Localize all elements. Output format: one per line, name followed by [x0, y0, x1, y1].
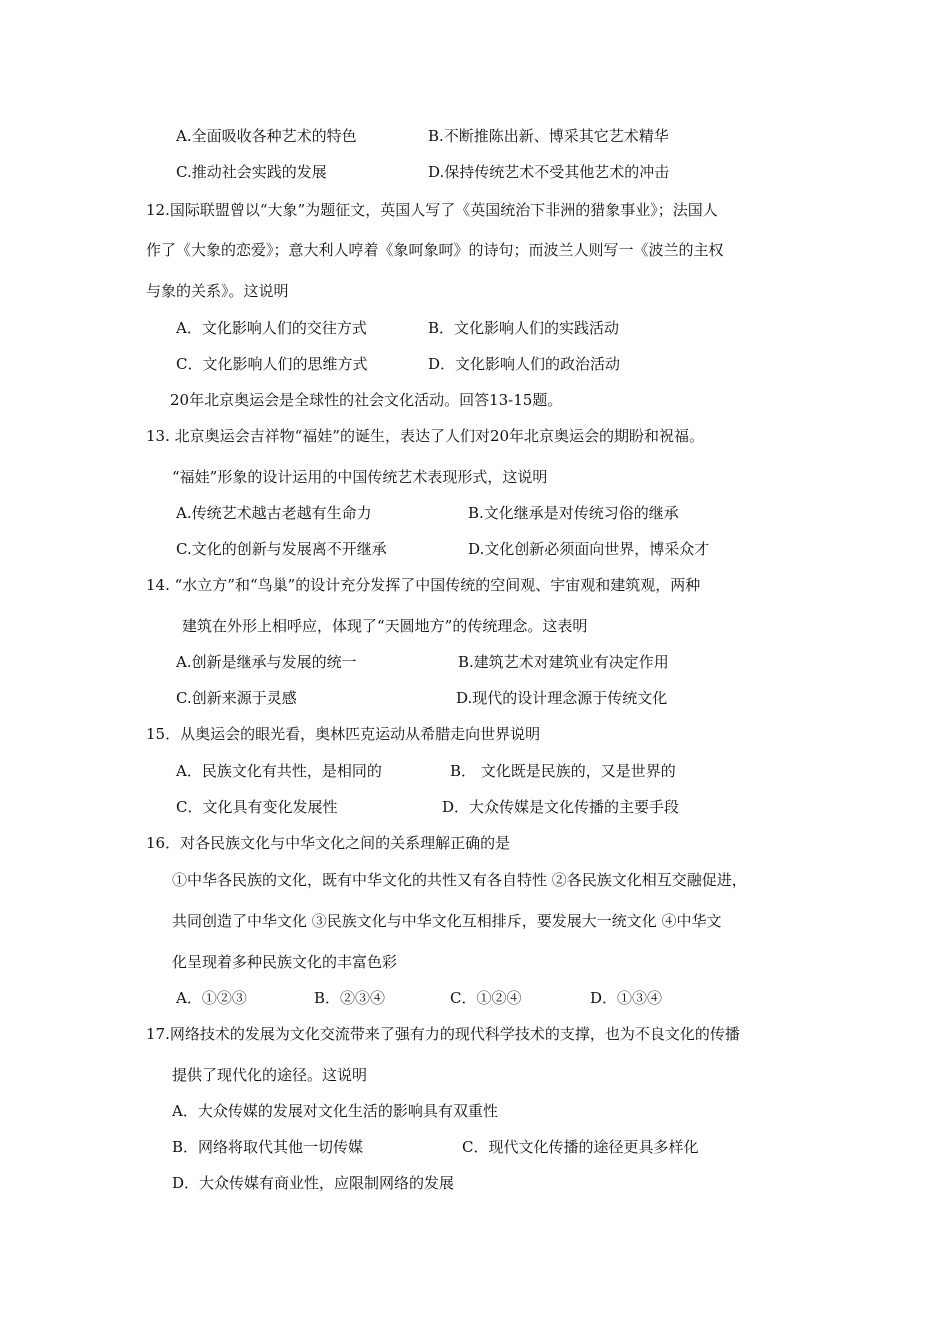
section-intro: 20年北京奥运会是全球性的社会文化活动。回答13-15题。: [170, 391, 563, 409]
q12-stem-line1: 12.国际联盟曾以“大象”为题征文，英国人写了《英国统治下非洲的猎象事业》；法国人: [146, 201, 718, 219]
q16-option-d: D．①③④: [590, 989, 663, 1007]
q13-option-d: D.文化创新必须面向世界，博采众才: [468, 540, 710, 558]
q15-stem-line1: 15．从奥运会的眼光看，奥林匹克运动从希腊走向世界说明: [146, 725, 541, 743]
q17-stem-line2: 提供了现代化的途径。这说明: [172, 1066, 368, 1084]
q14-option-a: A.创新是继承与发展的统一: [176, 653, 357, 671]
q11-option-d: D.保持传统艺术不受其他艺术的冲击: [428, 163, 670, 181]
q13-option-a: A.传统艺术越古老越有生命力: [176, 504, 372, 522]
q12-option-a: A．文化影响人们的交往方式: [176, 319, 367, 337]
q15-option-d: D．大众传媒是文化传播的主要手段: [442, 798, 680, 816]
q11-option-c: C.推动社会实践的发展: [176, 163, 327, 181]
q14-option-c: C.创新来源于灵感: [176, 689, 297, 707]
q12-stem-line2: 作了《大象的恋爱》；意大利人哼着《象呵象呵》的诗句；而波兰人则写一《波兰的主权: [146, 241, 724, 259]
q17-stem-line1: 17.网络技术的发展为文化交流带来了强有力的现代科学技术的支撑，也为不良文化的传播: [146, 1025, 740, 1043]
q16-option-a: A．①②③: [176, 989, 247, 1007]
q16-statement-line3: 化呈现着多种民族文化的丰富色彩: [172, 953, 398, 971]
q13-stem-line2: “福娃”形象的设计运用的中国传统艺术表现形式，这说明: [172, 468, 548, 486]
q12-option-d: D．文化影响人们的政治活动: [428, 355, 621, 373]
q16-option-c: C．①②④: [450, 989, 522, 1007]
q13-option-b: B.文化继承是对传统习俗的继承: [468, 504, 679, 522]
q12-stem-line3: 与象的关系》。这说明: [146, 282, 289, 300]
q15-option-b: B． 文化既是民族的，又是世界的: [450, 762, 676, 780]
q13-option-c: C.文化的创新与发展离不开继承: [176, 540, 387, 558]
q16-statement-line2: 共同创造了中华文化 ③民族文化与中华文化互相排斥，要发展大一统文化 ④中华文: [172, 912, 722, 930]
q15-option-a: A．民族文化有共性，是相同的: [176, 762, 382, 780]
q14-option-d: D.现代的设计理念源于传统文化: [456, 689, 668, 707]
q11-option-a: A.全面吸收各种艺术的特色: [176, 127, 357, 145]
q16-option-b: B．②③④: [314, 989, 386, 1007]
q13-stem-line1: 13. 北京奥运会吉祥物“福娃”的诞生，表达了人们对20年北京奥运会的期盼和祝福。: [146, 427, 705, 445]
q11-option-b: B.不断推陈出新、博采其它艺术精华: [428, 127, 669, 145]
q14-stem-line1: 14. “水立方”和“鸟巢”的设计充分发挥了中国传统的空间观、宇宙观和建筑观，两种: [146, 576, 701, 594]
q17-option-b: B．网络将取代其他一切传媒: [172, 1138, 364, 1156]
q17-option-a: A．大众传媒的发展对文化生活的影响具有双重性: [172, 1102, 498, 1120]
q15-option-c: C．文化具有变化发展性: [176, 798, 338, 816]
q14-option-b: B.建筑艺术对建筑业有决定作用: [458, 653, 669, 671]
q16-stem-line1: 16．对各民族文化与中华文化之间的关系理解正确的是: [146, 834, 511, 852]
q17-option-c: C．现代文化传播的途径更具多样化: [462, 1138, 699, 1156]
q12-option-b: B．文化影响人们的实践活动: [428, 319, 620, 337]
q12-option-c: C．文化影响人们的思维方式: [176, 355, 368, 373]
q14-stem-line2: 建筑在外形上相呼应，体现了“天圆地方”的传统理念。这表明: [182, 617, 588, 635]
q17-option-d: D．大众传媒有商业性，应限制网络的发展: [172, 1174, 455, 1192]
q16-statement-line1: ①中华各民族的文化，既有中华文化的共性又有各自特性 ②各民族文化相互交融促进，: [172, 871, 747, 889]
